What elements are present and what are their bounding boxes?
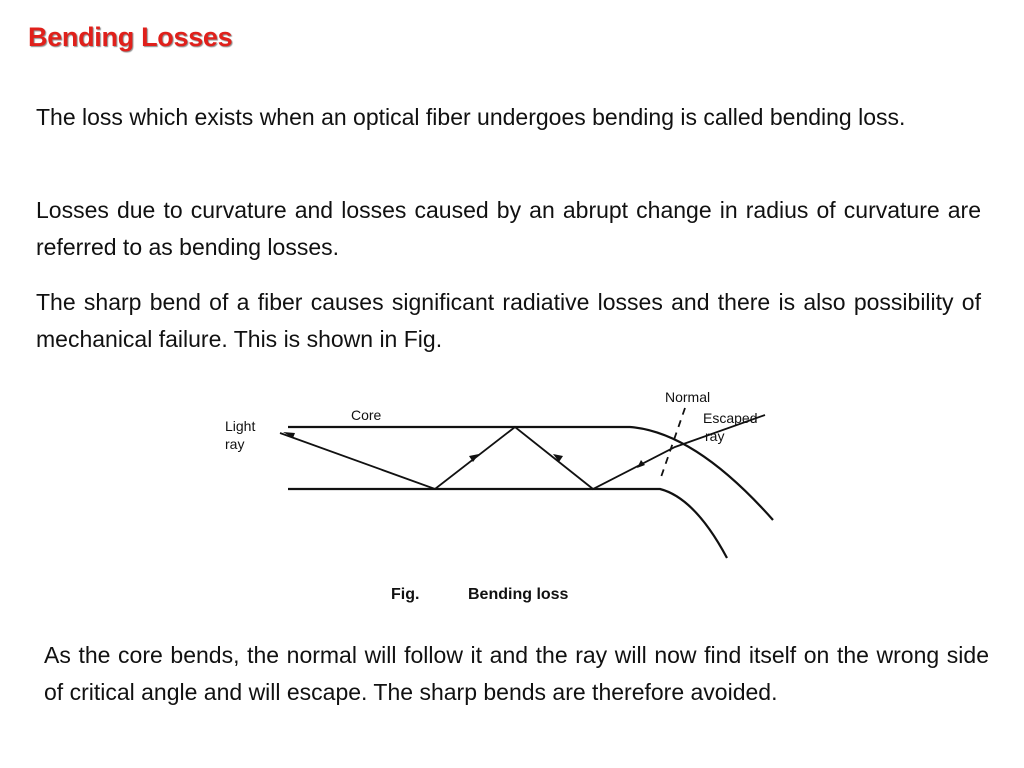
paragraph-curvature-losses: Losses due to curvature and losses caused by an abrupt change in radius of curvature are referred to as bending losses. [36,197,981,260]
label-light-ray-line2: ray [225,436,245,452]
label-light-ray-line1: Light [225,418,256,434]
core-lower-boundary [288,489,727,558]
label-normal: Normal [665,389,711,405]
paragraph-sharp-bend: The sharp bend of a fiber causes significant radiative losses and there is also possibility of mechanical failure. This is shown in Fig. [36,289,981,352]
bending-loss-diagram [205,380,795,620]
ray-arrow-4 [637,460,645,468]
core-upper-boundary [288,427,773,520]
caption-fig: Fig. [391,586,420,603]
paragraph-conclusion: As the core bends, the normal will follow it and the ray will now find itself on the wrong side of critical angle and will escape. The sharp bends are therefore avoided. [44,642,989,705]
label-escaped-ray-line2: ray [705,428,725,444]
caption-text: Bending loss [468,586,569,603]
slide-title: Bending Losses [28,22,233,52]
paragraph-definition: The loss which exists when an optical fiber undergoes bending is called bending loss. [36,104,906,130]
label-core: Core [351,407,382,423]
label-escaped-ray-line1: Escaped [703,410,758,426]
bending-loss-figure [205,380,795,620]
